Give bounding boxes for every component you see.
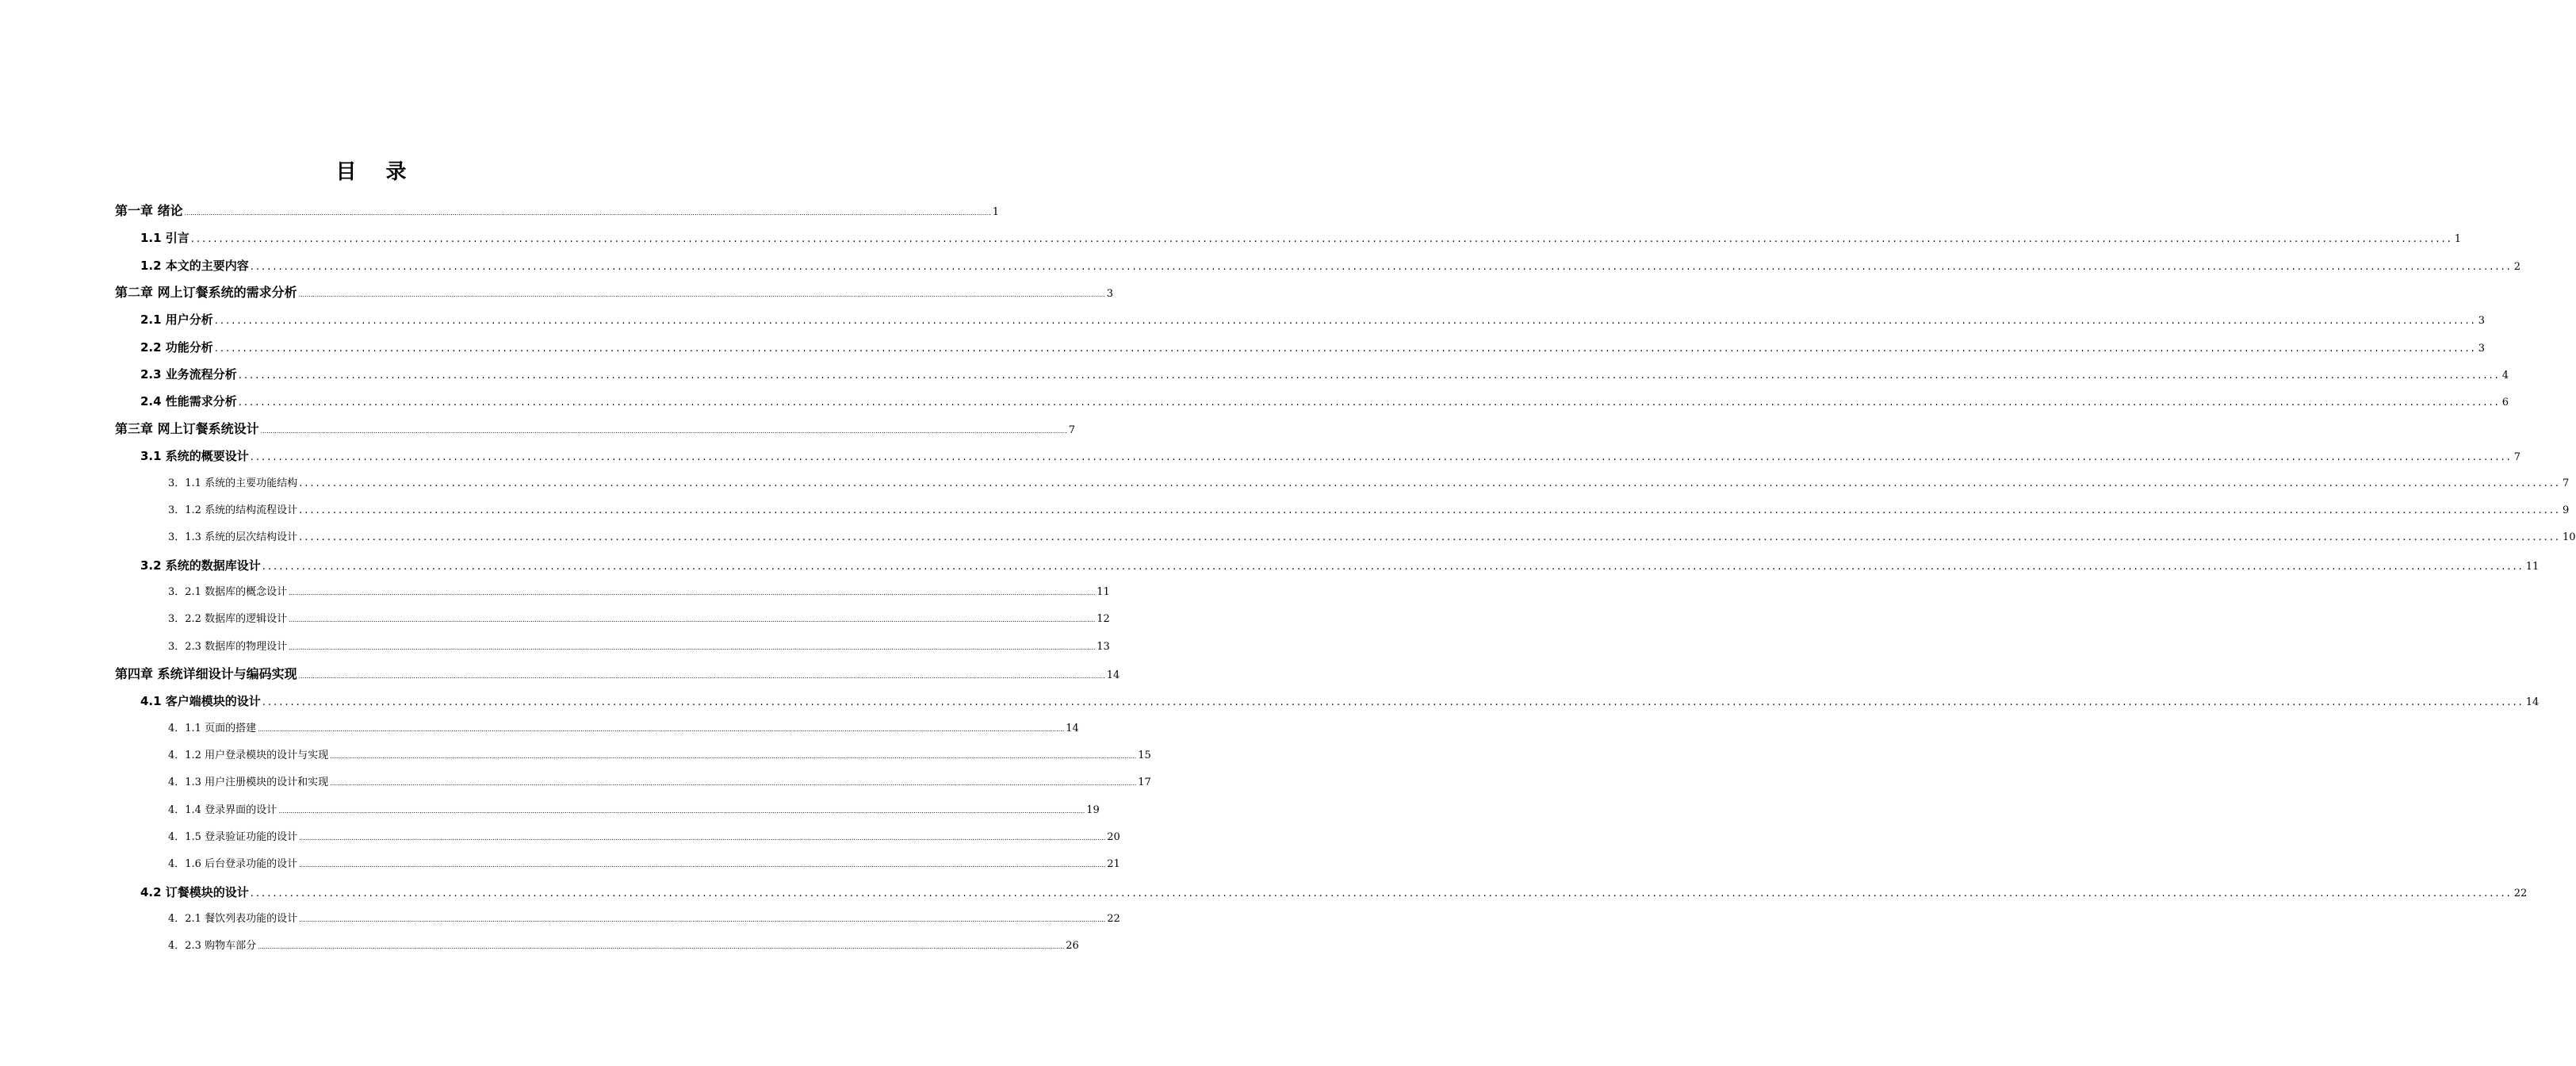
toc-entry-label: 4．2.1 餐饮列表功能的设计 xyxy=(168,913,298,925)
toc-entry-label: 第二章 网上订餐系统的需求分析 xyxy=(115,285,297,300)
toc-entry-label: 3．1.3 系统的层次结构设计 xyxy=(168,531,298,543)
toc-entry-label: 3．1.1 系统的主要功能结构 xyxy=(168,477,298,489)
toc-entry[interactable] xyxy=(168,855,1120,874)
dot-leader: ................................................................................................................................................................................................................................................................................................................................................................................................................ xyxy=(299,834,1106,842)
toc-entry-label: 4.1 客户端模块的设计 xyxy=(140,694,261,708)
toc-entry-page-number: 11 xyxy=(1097,586,1110,598)
toc-entry-label: 3．2.3 数据库的物理设计 xyxy=(168,641,288,653)
dot-leader: ................................................................................................................................................................................................................................................................................................................................................................................................................ xyxy=(299,504,2562,516)
toc-entry[interactable] xyxy=(168,501,2570,520)
toc-entry[interactable] xyxy=(115,665,1120,684)
toc-entry-page-number: 6 xyxy=(2501,397,2509,408)
dot-leader: ................................................................................................................................................................................................................................................................................................................................................................................................................ xyxy=(238,370,2501,382)
toc-entry[interactable] xyxy=(140,338,2486,357)
toc-entry[interactable] xyxy=(115,283,1114,302)
toc-entry-page-number: 9 xyxy=(2563,504,2570,516)
toc-entry-label: 第四章 系统详细设计与编码实现 xyxy=(115,666,297,681)
toc-entry-page-number: 19 xyxy=(1086,804,1100,816)
toc-entry-page-number: 22 xyxy=(1107,913,1120,925)
toc-entry-page-number: 14 xyxy=(1066,723,1079,734)
toc-entry-page-number: 11 xyxy=(2525,561,2540,573)
toc-entry[interactable] xyxy=(140,310,2486,329)
toc-entry-label: 4．1.2 用户登录模块的设计与实现 xyxy=(168,750,329,761)
dot-leader: ................................................................................................................................................................................................................................................................................................................................................................................................................ xyxy=(330,753,1137,760)
toc-entry-label: 2.2 功能分析 xyxy=(140,340,213,355)
toc-entry-page-number: 22 xyxy=(2513,888,2528,899)
toc-entry-page-number: 1 xyxy=(2454,233,2462,245)
toc-entry-label: 3．1.2 系统的结构流程设计 xyxy=(168,504,298,516)
dot-leader: ................................................................................................................................................................................................................................................................................................................................................................................................................ xyxy=(299,477,2562,489)
toc-entry[interactable] xyxy=(168,910,1120,929)
dot-leader: ................................................................................................................................................................................................................................................................................................................................................................................................................ xyxy=(250,451,2513,463)
toc-entry-label: 2.1 用户分析 xyxy=(140,313,213,327)
toc-entry-page-number: 14 xyxy=(2525,696,2540,708)
toc-entry-label: 1.2 本文的主要内容 xyxy=(140,259,249,273)
dot-leader: ................................................................................................................................................................................................................................................................................................................................................................................................................ xyxy=(184,209,991,217)
toc-entry[interactable] xyxy=(140,692,2540,711)
toc-entry[interactable] xyxy=(168,937,1079,956)
toc-entry-label: 第三章 网上订餐系统设计 xyxy=(115,421,259,436)
toc-entry[interactable] xyxy=(140,556,2540,575)
dot-leader: ................................................................................................................................................................................................................................................................................................................................................................................................................ xyxy=(258,943,1065,950)
dot-leader: ................................................................................................................................................................................................................................................................................................................................................................................................................ xyxy=(289,589,1096,596)
toc-entry-label: 4．1.4 登录界面的设计 xyxy=(168,804,278,816)
toc-entry-page-number: 2 xyxy=(2513,261,2521,273)
toc-entry-page-number: 1 xyxy=(992,206,1000,218)
toc-entry[interactable] xyxy=(168,801,1100,820)
dot-leader: ................................................................................................................................................................................................................................................................................................................................................................................................................ xyxy=(214,343,2477,355)
toc-entry-label: 2.4 性能需求分析 xyxy=(140,394,237,408)
toc-entry[interactable] xyxy=(168,610,1110,629)
dot-leader: ................................................................................................................................................................................................................................................................................................................................................................................................................ xyxy=(250,261,2513,273)
toc-entry-label: 1.1 引言 xyxy=(140,231,189,245)
toc-entry[interactable] xyxy=(168,828,1120,847)
toc-entry-label: 第一章 绪论 xyxy=(115,203,183,218)
toc-entry[interactable] xyxy=(140,365,2509,384)
toc-entry-label: 4．1.6 后台登录功能的设计 xyxy=(168,858,298,870)
dot-leader: ................................................................................................................................................................................................................................................................................................................................................................................................................ xyxy=(298,673,1105,680)
toc-entry-page-number: 10 xyxy=(2563,531,2576,543)
dot-leader: ................................................................................................................................................................................................................................................................................................................................................................................................................ xyxy=(299,861,1106,869)
toc-entry[interactable] xyxy=(168,638,1110,657)
toc-entry[interactable] xyxy=(168,719,1079,738)
toc-entry-page-number: 21 xyxy=(1107,858,1120,870)
toc-entry-page-number: 13 xyxy=(1097,641,1110,653)
toc-entry-page-number: 20 xyxy=(1107,831,1120,843)
dot-leader: ................................................................................................................................................................................................................................................................................................................................................................................................................ xyxy=(299,916,1106,923)
toc-entry-label: 4．1.3 用户注册模块的设计和实现 xyxy=(168,776,329,788)
toc-entry-label: 4．1.5 登录验证功能的设计 xyxy=(168,831,298,843)
toc-entry[interactable] xyxy=(140,447,2521,466)
toc-entry-page-number: 17 xyxy=(1138,776,1151,788)
dot-leader: ................................................................................................................................................................................................................................................................................................................................................................................................................ xyxy=(250,888,2513,899)
toc-entry-label: 4.2 订餐模块的设计 xyxy=(140,885,249,899)
toc-entry-page-number: 3 xyxy=(1106,288,1114,300)
toc-entry-page-number: 15 xyxy=(1138,750,1151,761)
toc-entry-label: 3.1 系统的概要设计 xyxy=(140,449,249,463)
toc-title: 目 录 xyxy=(335,160,418,184)
dot-leader: ................................................................................................................................................................................................................................................................................................................................................................................................................ xyxy=(238,397,2501,408)
dot-leader: ................................................................................................................................................................................................................................................................................................................................................................................................................ xyxy=(214,315,2477,327)
toc-entry[interactable] xyxy=(168,528,2576,547)
toc-entry-label: 3．2.2 数据库的逻辑设计 xyxy=(168,613,288,625)
toc-entry[interactable] xyxy=(115,201,1000,220)
toc-entry[interactable] xyxy=(140,256,2521,275)
dot-leader: ................................................................................................................................................................................................................................................................................................................................................................................................................ xyxy=(289,644,1096,651)
toc-entry-page-number: 7 xyxy=(2563,477,2570,489)
toc-entry[interactable] xyxy=(168,746,1151,765)
dot-leader: ................................................................................................................................................................................................................................................................................................................................................................................................................ xyxy=(330,780,1137,787)
toc-entry-page-number: 7 xyxy=(2513,451,2521,463)
toc-entry-label: 3．2.1 数据库的概念设计 xyxy=(168,586,288,598)
toc-entry[interactable] xyxy=(140,228,2462,247)
dot-leader: ................................................................................................................................................................................................................................................................................................................................................................................................................ xyxy=(260,428,1067,435)
toc-entry-label: 3.2 系统的数据库设计 xyxy=(140,558,261,573)
dot-leader: ................................................................................................................................................................................................................................................................................................................................................................................................................ xyxy=(289,616,1096,623)
toc-entry[interactable] xyxy=(168,474,2570,493)
toc-entry-page-number: 3 xyxy=(2478,343,2486,355)
toc-entry-page-number: 12 xyxy=(1097,613,1110,625)
toc-entry-label: 4．1.1 页面的搭建 xyxy=(168,723,257,734)
dot-leader: ................................................................................................................................................................................................................................................................................................................................................................................................................ xyxy=(190,233,2453,245)
toc-entry[interactable] xyxy=(168,773,1151,792)
toc-entry-label: 4．2.3 购物车部分 xyxy=(168,940,257,952)
toc-entry-page-number: 26 xyxy=(1066,940,1079,952)
toc-entry-label: 2.3 业务流程分析 xyxy=(140,367,237,382)
toc-entry-page-number: 3 xyxy=(2478,315,2486,327)
toc-entry-page-number: 4 xyxy=(2501,370,2509,382)
toc-entry[interactable] xyxy=(168,583,1110,602)
toc-entry[interactable] xyxy=(140,883,2528,902)
dot-leader: ................................................................................................................................................................................................................................................................................................................................................................................................................ xyxy=(298,291,1105,298)
toc-entry-page-number: 14 xyxy=(1106,669,1120,681)
dot-leader: ................................................................................................................................................................................................................................................................................................................................................................................................................ xyxy=(278,807,1085,815)
dot-leader: ................................................................................................................................................................................................................................................................................................................................................................................................................ xyxy=(299,531,2562,543)
dot-leader: ................................................................................................................................................................................................................................................................................................................................................................................................................ xyxy=(262,561,2524,573)
toc-entry-page-number: 7 xyxy=(1068,424,1076,436)
toc-entry[interactable] xyxy=(140,392,2509,411)
dot-leader: ................................................................................................................................................................................................................................................................................................................................................................................................................ xyxy=(262,696,2524,708)
dot-leader: ................................................................................................................................................................................................................................................................................................................................................................................................................ xyxy=(258,726,1065,733)
toc-entry[interactable] xyxy=(115,420,1076,439)
